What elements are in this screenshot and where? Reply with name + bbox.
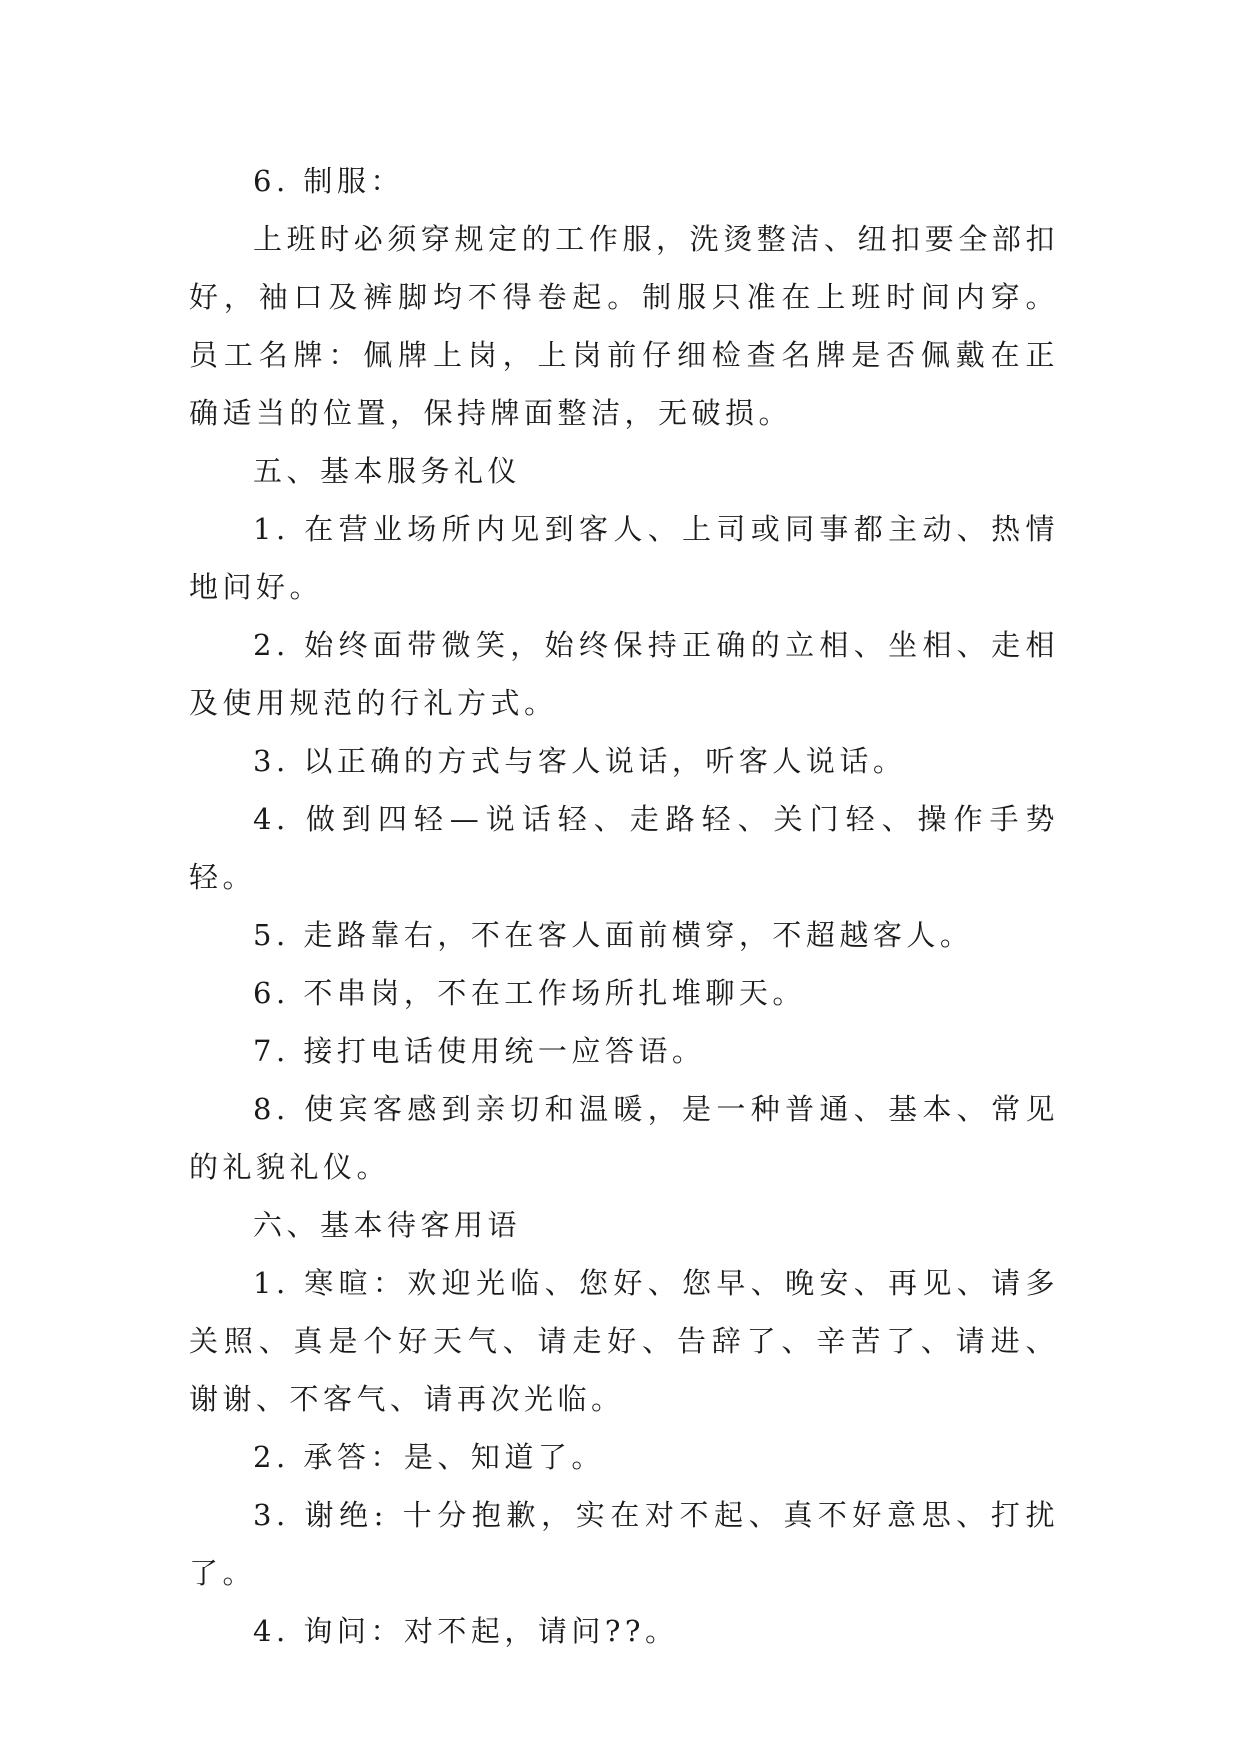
list-item: 5. 走路靠右，不在客人面前横穿，不超越客人。 xyxy=(253,918,974,952)
list-item: 4. 做到四轻—说话轻、走路轻、关门轻、操作手势轻。 xyxy=(189,802,1059,894)
list-item: 4. 询问：对不起，请问??。 xyxy=(253,1614,679,1648)
section-heading-greeting-phrases: 六、基本待客用语 xyxy=(253,1208,522,1242)
section-heading-service-etiquette: 五、基本服务礼仪 xyxy=(253,454,522,488)
list-item: 1. 在营业场所内见到客人、上司或同事都主动、热情地问好。 xyxy=(189,512,1059,604)
list-item: 6. 不串岗，不在工作场所扎堆聊天。 xyxy=(253,976,806,1010)
list-item: 3. 以正确的方式与客人说话，听客人说话。 xyxy=(253,744,907,778)
list-item: 7. 接打电话使用统一应答语。 xyxy=(253,1034,706,1068)
uniform-paragraph: 上班时必须穿规定的工作服，洗烫整洁、纽扣要全部扣好，袖口及裤脚均不得卷起。制服只准在上班时间内穿。员工名牌：佩牌上岗，上岗前仔细检查名牌是否佩戴在正确适当的位置，保持牌面整洁，无破损。 xyxy=(189,222,1059,430)
list-item: 3. 谢绝: 十分抱歉，实在对不起、真不好意思、打扰了。 xyxy=(189,1498,1059,1590)
list-item: 2. 承答：是、知道了。 xyxy=(253,1440,605,1474)
section-item-uniform: 6. 制服： xyxy=(253,164,404,198)
list-item: 2. 始终面带微笑，始终保持正确的立相、坐相、走相及使用规范的行礼方式。 xyxy=(189,628,1059,720)
document-body xyxy=(189,152,1059,1660)
list-item: 1. 寒暄：欢迎光临、您好、您早、晚安、再见、请多关照、真是个好天气、请走好、告辞了、辛苦了、请进、谢谢、不客气、请再次光临。 xyxy=(189,1266,1059,1416)
list-item: 8. 使宾客感到亲切和温暖，是一种普通、基本、常见的礼貌礼仪。 xyxy=(189,1092,1059,1184)
